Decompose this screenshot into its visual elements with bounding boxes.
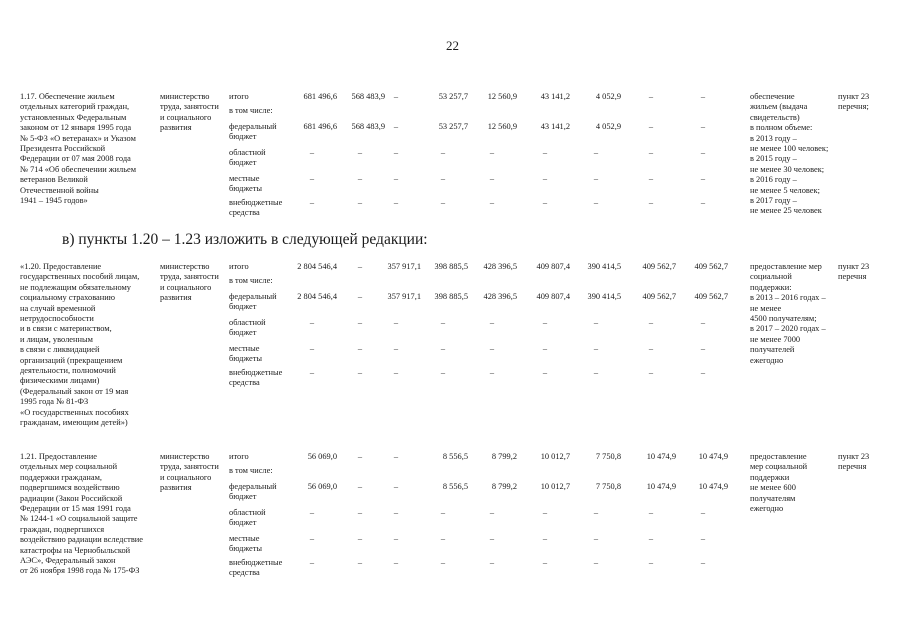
measure-title-line: не подлежащим обязательному [20, 282, 131, 292]
funding-source-label: бюджеты [229, 354, 263, 364]
measure-title-line: поддержки гражданам, [20, 472, 102, 482]
expected-result-line: не менее 25 человек [750, 206, 822, 216]
expected-result-line: в 2017 – 2020 годах – [750, 324, 826, 334]
amount-cell: – [489, 344, 495, 353]
amount-cell: 8 799,2 [491, 482, 517, 491]
executor-line: развития [160, 483, 192, 493]
expected-result-line: не менее [750, 303, 782, 313]
funding-source-label: федеральный [229, 122, 277, 131]
expected-result-line: 4500 получателям; [750, 314, 817, 323]
amount-cell: – [440, 318, 446, 327]
amount-cell: – [593, 508, 599, 517]
reference-line: пункт 23 [838, 92, 870, 101]
amount-cell: – [593, 368, 599, 377]
measure-title-line: нетрудоспособности [20, 314, 94, 323]
amount-cell: – [440, 198, 446, 207]
amount-cell: – [593, 198, 599, 207]
amount-cell: – [393, 452, 399, 461]
funding-source-label: в том числе: [229, 106, 273, 115]
amount-cell: – [700, 558, 706, 567]
amount-cell: 681 496,6 [303, 122, 337, 131]
amount-cell: 43 141,2 [540, 122, 570, 131]
amount-cell: 409 562,7 [694, 262, 728, 271]
amount-cell: 409 562,7 [642, 262, 676, 271]
amount-cell: – [440, 534, 446, 543]
measure-title-line: ветеранов Великой [20, 175, 88, 185]
amount-cell: 7 750,8 [595, 482, 621, 491]
funding-source-label: итого [229, 262, 249, 271]
amount-cell: – [357, 344, 363, 353]
funding-source-label: итого [229, 452, 249, 461]
amount-cell: – [357, 368, 363, 377]
amount-cell: – [393, 122, 399, 131]
measure-title-line: 1.17. Обеспечение жильем [20, 92, 115, 101]
amount-cell: – [542, 148, 548, 157]
amount-cell: – [393, 174, 399, 183]
measure-title-line: «1.20. Предоставление [20, 262, 102, 271]
measure-title-line: Федерации от 07 мая 2008 года [20, 154, 131, 164]
amount-cell: – [393, 92, 399, 101]
amount-cell: – [309, 318, 315, 327]
amount-cell: – [440, 508, 446, 517]
measure-title-line: и лицам, уволенным [20, 334, 93, 344]
amount-cell: 568 483,9 [351, 92, 385, 101]
amount-cell: – [393, 508, 399, 517]
executor-line: и социального [160, 112, 212, 122]
funding-source-label: внебюджетные [229, 558, 283, 567]
amount-cell: – [393, 558, 399, 567]
amount-cell: – [440, 558, 446, 567]
amount-cell: – [593, 558, 599, 567]
expected-result-line: в 2016 году – [750, 175, 797, 185]
measure-title-line: № 5-ФЗ «О ветеранах» и Указом [20, 133, 136, 143]
amount-cell: – [648, 148, 654, 157]
amount-cell: – [489, 508, 495, 517]
expected-result-line: не менее 100 человек; [750, 144, 829, 153]
measure-title-line: от 26 ноября 1998 года № 175-ФЗ [20, 566, 140, 576]
amount-cell: 10 012,7 [540, 452, 570, 461]
amount-cell: – [700, 148, 706, 157]
amount-cell: 357 917,1 [387, 292, 421, 301]
amount-cell: – [542, 344, 548, 353]
executor-line: министерство [160, 92, 210, 101]
amount-cell: 428 396,5 [483, 262, 517, 271]
measure-title-line: 1941 – 1945 годов» [20, 196, 88, 205]
amount-cell: – [542, 368, 548, 377]
expected-result-line: в 2013 году – [750, 133, 797, 143]
funding-source-label: федеральный [229, 292, 277, 301]
measure-title-line: отдельных категорий граждан, [20, 102, 130, 112]
amount-cell: 568 483,9 [351, 122, 385, 131]
amount-cell: – [489, 198, 495, 207]
executor-line: и социального [160, 472, 212, 482]
funding-source-label: бюджет [229, 492, 257, 502]
amount-cell: 10 012,7 [540, 482, 570, 491]
amount-cell: 409 562,7 [642, 292, 676, 301]
amount-cell: – [542, 198, 548, 207]
expected-result-line: в 2017 году – [750, 196, 797, 205]
amount-cell: – [489, 368, 495, 377]
expected-result-line: предоставление [750, 452, 807, 461]
expected-result-line: в 2013 – 2016 годах – [750, 293, 826, 303]
amount-cell: – [489, 174, 495, 183]
amount-cell: – [309, 534, 315, 543]
amount-cell: – [357, 262, 363, 271]
amount-cell: – [700, 198, 706, 207]
amount-cell: – [700, 508, 706, 517]
expected-result-line: не менее 7000 [750, 334, 801, 344]
amount-cell: 390 414,5 [587, 292, 621, 301]
expected-result-line: не менее 600 [750, 483, 796, 493]
executor-line: труда, занятости [160, 462, 219, 472]
amount-cell: – [357, 482, 363, 491]
amount-cell: – [357, 198, 363, 207]
executor-line: труда, занятости [160, 102, 219, 112]
amount-cell: 428 396,5 [483, 292, 517, 301]
amount-cell: – [440, 344, 446, 353]
amount-cell: – [309, 174, 315, 183]
amount-cell: – [357, 318, 363, 327]
executor-line: развития [160, 123, 192, 133]
reference-line: пункт 23 [838, 262, 870, 271]
amount-cell: 357 917,1 [387, 262, 421, 271]
amount-cell: 8 556,5 [442, 482, 468, 491]
amount-cell: – [489, 558, 495, 567]
amount-cell: – [700, 318, 706, 327]
measure-title-line: физическими лицами) [20, 376, 100, 386]
amount-cell: – [700, 92, 706, 101]
amount-cell: – [648, 558, 654, 567]
amount-cell: – [393, 534, 399, 543]
expected-result-line: поддержки [750, 472, 790, 482]
amount-cell: – [309, 198, 315, 207]
measure-title-line: радиации (Закон Российской [20, 493, 123, 503]
amount-cell: – [700, 174, 706, 183]
measure-title-line: отдельных мер социальной [20, 462, 118, 472]
expected-result-line: не менее 5 человек; [750, 185, 820, 195]
funding-source-label: бюджет [229, 158, 257, 168]
funding-source-label: бюджеты [229, 184, 263, 194]
amount-cell: – [309, 344, 315, 353]
amount-cell: 8 556,5 [442, 452, 468, 461]
amount-cell: 409 807,4 [536, 262, 570, 271]
expected-result-line: не менее 30 человек; [750, 164, 825, 174]
amount-cell: – [593, 318, 599, 327]
amount-cell: – [542, 174, 548, 183]
amount-cell: – [357, 508, 363, 517]
measure-title-line: (Федеральный закон от 19 мая [20, 386, 129, 396]
measure-title-line: граждан, подвергшихся [20, 524, 105, 534]
amount-cell: – [489, 148, 495, 157]
measure-title-line: катастрофы на Чернобыльской [20, 545, 131, 555]
measure-title-line: законом от 12 января 1995 года [20, 123, 132, 133]
amount-cell: – [489, 318, 495, 327]
amount-cell: – [648, 344, 654, 353]
expected-result-line: получателей [750, 345, 795, 355]
amount-cell: – [593, 344, 599, 353]
amount-cell: – [700, 534, 706, 543]
funding-source-label: в том числе: [229, 276, 273, 285]
amount-cell: 56 069,0 [307, 452, 337, 461]
expected-result-line: ежегодно [750, 504, 784, 513]
measure-title-line: Отечественной войны [20, 185, 99, 195]
measure-title-line: и в связи с материнством, [20, 324, 112, 334]
funding-source-label: средства [229, 208, 260, 218]
executor-line: министерство [160, 452, 210, 461]
amount-cell: – [393, 318, 399, 327]
measure-title-line: «О государственных пособиях [20, 407, 129, 417]
amount-cell: – [357, 452, 363, 461]
measure-title-line: государственных пособий лицам, [20, 272, 140, 282]
amount-cell: 398 885,5 [434, 292, 468, 301]
amount-cell: – [309, 558, 315, 567]
amount-cell: – [309, 368, 315, 377]
executor-line: развития [160, 293, 192, 303]
amount-cell: – [648, 92, 654, 101]
funding-source-label: бюджет [229, 132, 257, 142]
measure-title-line: гражданам, имеющим детей») [20, 418, 128, 427]
measure-title-line: № 714 «Об обеспечении жильем [20, 164, 137, 174]
funding-source-label: внебюджетные [229, 368, 283, 377]
expected-result-line: в полном объеме: [750, 123, 813, 133]
amount-cell: – [648, 198, 654, 207]
measure-title-line: 1995 года № 81-ФЗ [20, 397, 89, 407]
measure-title-line: воздействию радиации вследствие [20, 535, 143, 545]
expected-result-line: жильем (выдача [750, 102, 808, 112]
expected-result-line: получателям [750, 493, 796, 503]
amount-cell: 398 885,5 [434, 262, 468, 271]
amount-cell: 2 804 546,4 [297, 262, 337, 271]
expected-result-line: в 2015 году – [750, 154, 797, 164]
expected-result-line: обеспечение [750, 92, 795, 101]
expected-result-line: ежегодно [750, 355, 784, 365]
funding-source-label: бюджеты [229, 544, 263, 554]
amount-cell: – [440, 368, 446, 377]
amount-cell: – [357, 174, 363, 183]
measure-title-line: АЭС», Федеральный закон [20, 556, 116, 565]
amount-cell: – [357, 148, 363, 157]
amount-cell: – [648, 174, 654, 183]
section-heading: в) пункты 1.20 – 1.23 изложить в следующей редакции: [62, 231, 428, 248]
funding-source-label: областной [229, 318, 266, 327]
funding-source-label: бюджет [229, 302, 257, 312]
measure-title-line: Президента Российской [20, 144, 106, 153]
funding-source-label: средства [229, 568, 260, 578]
amount-cell: 10 474,9 [698, 452, 728, 461]
amount-cell: – [700, 368, 706, 377]
funding-source-label: итого [229, 92, 249, 101]
amount-cell: – [593, 148, 599, 157]
amount-cell: 12 560,9 [487, 92, 517, 101]
measure-title-line: подвергшимся воздействию [20, 483, 120, 493]
amount-cell: – [648, 368, 654, 377]
measure-title-line: на случай временной [20, 303, 96, 313]
funding-source-label: областной [229, 148, 266, 157]
amount-cell: – [700, 344, 706, 353]
amount-cell: – [648, 318, 654, 327]
amount-cell: – [440, 148, 446, 157]
amount-cell: – [393, 198, 399, 207]
executor-line: труда, занятости [160, 272, 219, 282]
amount-cell: 53 257,7 [438, 122, 468, 131]
expected-result-line: социальной [750, 272, 792, 282]
expected-result-line: свидетельств) [750, 112, 800, 122]
amount-cell: 7 750,8 [595, 452, 621, 461]
amount-cell: – [542, 558, 548, 567]
amount-cell: 409 562,7 [694, 292, 728, 301]
amount-cell: – [542, 508, 548, 517]
amount-cell: – [309, 148, 315, 157]
amount-cell: – [648, 122, 654, 131]
amount-cell: 4 052,9 [595, 92, 621, 101]
amount-cell: 2 804 546,4 [297, 292, 337, 301]
amount-cell: 10 474,9 [646, 482, 676, 491]
amount-cell: – [593, 174, 599, 183]
amount-cell: 53 257,7 [438, 92, 468, 101]
funding-source-label: бюджет [229, 328, 257, 338]
measure-title-line: № 1244-1 «О социальной защите [20, 514, 138, 524]
amount-cell: – [489, 534, 495, 543]
funding-source-label: местные [229, 344, 260, 353]
amount-cell: 10 474,9 [646, 452, 676, 461]
amount-cell: – [700, 122, 706, 131]
executor-line: министерство [160, 262, 210, 271]
expected-result-line: поддержки: [750, 282, 792, 292]
amount-cell: 390 414,5 [587, 262, 621, 271]
amount-cell: 681 496,6 [303, 92, 337, 101]
expected-result-line: мер социальной [750, 462, 808, 472]
amount-cell: – [542, 534, 548, 543]
amount-cell: – [393, 368, 399, 377]
amount-cell: 10 474,9 [698, 482, 728, 491]
funding-source-label: федеральный [229, 482, 277, 491]
funding-source-label: местные [229, 174, 260, 183]
page-number: 22 [446, 38, 459, 53]
measure-title-line: Федерации от 15 мая 1991 года [20, 504, 131, 513]
amount-cell: – [440, 174, 446, 183]
executor-line: и социального [160, 282, 212, 292]
measure-title-line: установленных Федеральным [20, 112, 127, 122]
amount-cell: 12 560,9 [487, 122, 517, 131]
amount-cell: – [309, 508, 315, 517]
amount-cell: – [593, 534, 599, 543]
reference-line: перечня [838, 272, 867, 282]
amount-cell: – [357, 558, 363, 567]
funding-source-label: местные [229, 534, 260, 543]
amount-cell: 4 052,9 [595, 122, 621, 131]
measure-title-line: 1.21. Предоставление [20, 452, 97, 461]
amount-cell: – [648, 534, 654, 543]
funding-source-label: внебюджетные [229, 198, 283, 207]
funding-source-label: бюджет [229, 518, 257, 528]
amount-cell: 8 799,2 [491, 452, 517, 461]
amount-cell: – [393, 344, 399, 353]
reference-line: пункт 23 [838, 452, 870, 461]
measure-title-line: организаций (прекращением [20, 355, 123, 365]
reference-line: перечня; [838, 102, 869, 112]
funding-source-label: областной [229, 508, 266, 517]
amount-cell: – [393, 482, 399, 491]
amount-cell: – [357, 534, 363, 543]
amount-cell: – [357, 292, 363, 301]
measure-title-line: в связи с ликвидацией [20, 345, 100, 355]
amount-cell: 56 069,0 [307, 482, 337, 491]
funding-source-label: средства [229, 378, 260, 388]
amount-cell: – [648, 508, 654, 517]
expected-result-line: предоставление мер [750, 262, 822, 271]
amount-cell: – [393, 148, 399, 157]
measure-title-line: социальному страхованию [20, 293, 115, 303]
amount-cell: – [542, 318, 548, 327]
reference-line: перечня [838, 462, 867, 472]
measure-title-line: деятельности, полномочий [20, 366, 116, 375]
amount-cell: 409 807,4 [536, 292, 570, 301]
funding-source-label: в том числе: [229, 466, 273, 475]
amount-cell: 43 141,2 [540, 92, 570, 101]
